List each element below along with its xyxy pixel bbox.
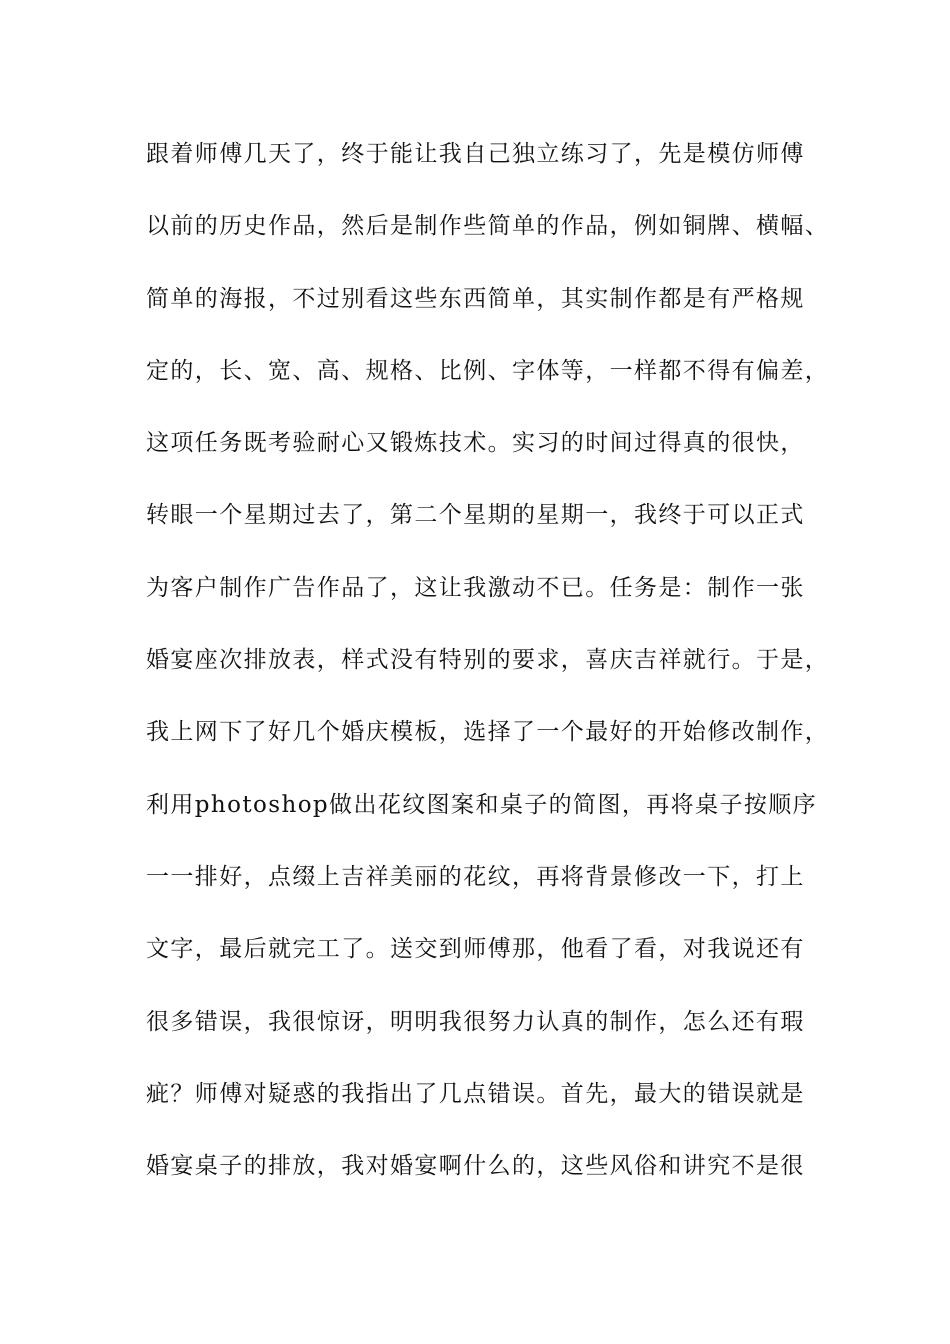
text-line: 这项任务既考验耐心又锻炼技术。实习的时间过得真的很快， — [146, 430, 805, 457]
text-line: 婚宴座次排放表，样式没有特别的要求，喜庆吉祥就行。于是， — [146, 647, 830, 674]
text-line: 以前的历史作品，然后是制作些简单的作品，例如铜牌、横幅、 — [146, 213, 830, 240]
text-line: 利用photoshop做出花纹图案和桌子的简图，再将桌子按顺序 — [146, 791, 818, 818]
text-line: 转眼一个星期过去了，第二个星期的星期一，我终于可以正式 — [146, 502, 805, 529]
text-line: 婚宴桌子的排放，我对婚宴啊什么的，这些风俗和讲究不是很 — [146, 1153, 805, 1180]
text-line: 疵？师傅对疑惑的我指出了几点错误。首先，最大的错误就是 — [146, 1080, 805, 1107]
text-line: 为客户制作广告作品了，这让我激动不已。任务是：制作一张 — [146, 574, 805, 601]
text-line: 简单的海报，不过别看这些东西简单，其实制作都是有严格规 — [146, 285, 805, 312]
text-line: 很多错误，我很惊讶，明明我很努力认真的制作，怎么还有瑕 — [146, 1008, 805, 1035]
text-line: 我上网下了好几个婚庆模板，选择了一个最好的开始修改制作， — [146, 719, 830, 746]
text-line: 一一排好，点缀上吉祥美丽的花纹，再将背景修改一下，打上 — [146, 863, 805, 890]
text-line: 文字，最后就完工了。送交到师傅那，他看了看，对我说还有 — [146, 936, 805, 963]
text-line: 跟着师傅几天了，终于能让我自己独立练习了，先是模仿师傅 — [146, 141, 805, 167]
text-line: 定的，长、宽、高、规格、比例、字体等，一样都不得有偏差， — [146, 357, 830, 384]
body-text — [146, 132, 830, 1216]
